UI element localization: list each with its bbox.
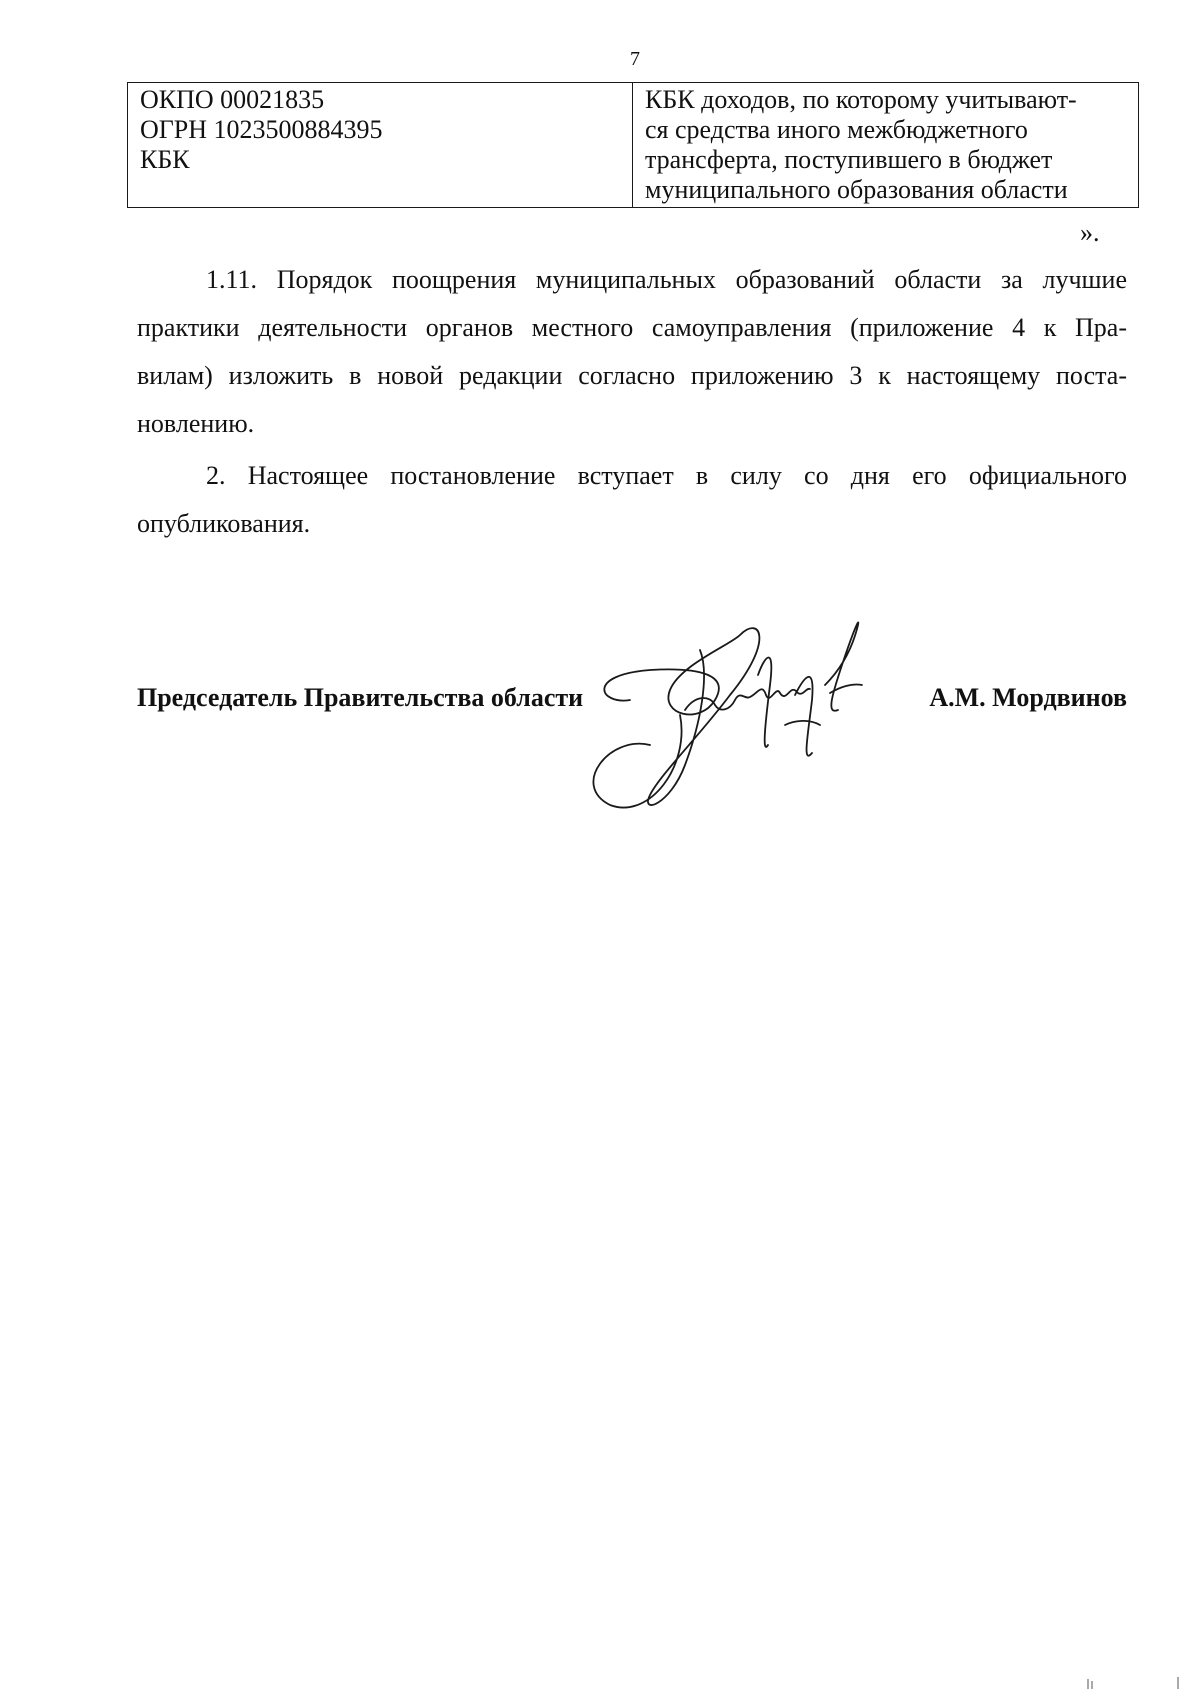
requisites-left-cell	[128, 83, 633, 208]
kbk-description-line: ся средства иного межбюджетного	[645, 115, 1028, 144]
handwritten-signature	[590, 615, 950, 815]
requisites-right-cell	[633, 83, 1139, 208]
okpo-line: ОКПО 00021835	[140, 85, 325, 114]
paragraph-line: 2. Настоящее постановление вступает в силу со дня его официального	[206, 461, 1127, 490]
paragraph-line: вилам) изложить в новой редакции согласно приложению 3 к настоящему поста-	[137, 361, 1127, 390]
page-number: 7	[630, 48, 640, 70]
paragraph-line: практики деятельности органов местного самоуправления (приложение 4 к Пра-	[137, 313, 1127, 342]
scan-artifact-mark	[1048, 1675, 1188, 1691]
paragraph-1-11	[137, 256, 1127, 448]
signatory-title: Председатель Правительства области	[137, 683, 584, 712]
kbk-description-line: КБК доходов, по которому учитывают-	[645, 85, 1077, 114]
paragraph-line: 1.11. Порядок поощрения муниципальных образований области за лучшие	[206, 265, 1127, 294]
paragraph-2	[137, 452, 1127, 548]
closing-quote: ».	[1080, 218, 1100, 247]
requisites-table	[127, 82, 1139, 208]
paragraph-line: опубликования.	[137, 509, 311, 538]
signatory-name: А.М. Мордвинов	[929, 683, 1127, 712]
kbk-description-line: трансферта, поступившего в бюджет	[645, 145, 1053, 174]
kbk-description-line: муниципального образования области	[645, 175, 1068, 204]
table-row	[128, 83, 1139, 208]
ogrn-line: ОГРН 1023500884395	[140, 115, 383, 144]
paragraph-line: новлению.	[137, 409, 255, 438]
kbk-line: КБК	[140, 145, 190, 174]
